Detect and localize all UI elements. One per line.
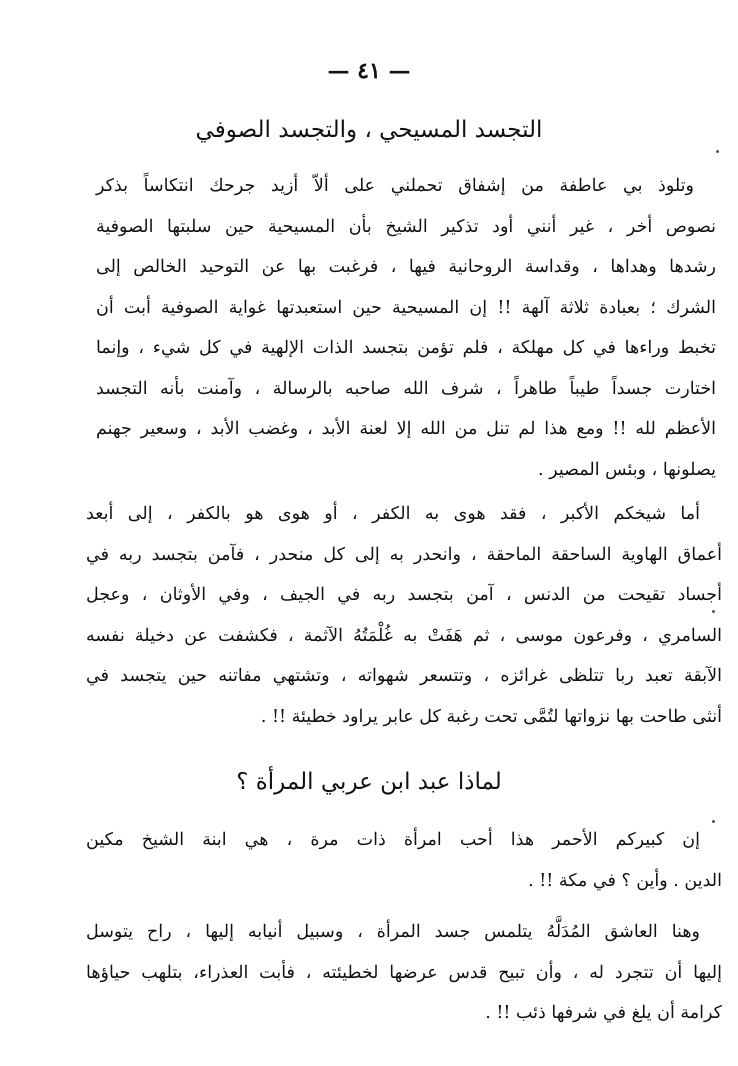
paragraph-line: يصلونها ، وبئس المصير .: [538, 459, 716, 480]
paragraph-4: [86, 912, 722, 1034]
scan-speck: [712, 820, 715, 823]
paragraph-line: وتلوذ بي عاطفة من إشفاق تحملني على ألاّ أزيد جرحك انتكاساً بذكر: [96, 176, 694, 196]
paragraph-line: كرامة أن يلغ في شرفها ذئب !! .: [485, 1003, 722, 1023]
paragraph-line: الشرك ؛ بعبادة ثلاثة آلهة !! إن المسيحية حين استعبدتها غواية الصوفية أبت أن: [96, 297, 716, 318]
section-heading-christian-sufi-incarnation: التجسد المسيحي ، والتجسد الصوفي: [195, 117, 543, 143]
paragraph-line: اختارت جسداً طيباً طاهراً ، شرف الله صاحبه بالرسالة ، وآمنت بأنه التجسد: [96, 378, 716, 399]
paragraph-line: أجساد تقيحت من الدنس ، آمن بتجسد ربه في الجيف ، وفي الأوثان ، وعجل: [86, 585, 722, 605]
paragraph-1: [96, 166, 716, 490]
paragraph-line: أعماق الهاوية الساحقة الماحقة ، وانحدر به إلى كل منحدر ، فآمن بتجسد ربه في: [86, 544, 722, 565]
paragraph-line: السامري ، وفرعون موسى ، ثم هَفَتْ به غُلْمَتُهُ الآثمة ، فكشفت عن دخيلة نفسه: [86, 625, 722, 646]
paragraph-line: الآبقة تعبد ربا تتلظى غرائزه ، وتتسعر شهواته ، وتشتهي مفاتنه حين يتجسد في: [86, 666, 722, 686]
paragraph-line: الدين . وأين ؟ في مكة !! .: [528, 870, 722, 891]
paragraph-line: إن كبيركم الأحمر هذا أحب امرأة ذات مرة ، هي ابنة الشيخ مكين: [86, 830, 700, 850]
paragraph-3: [86, 820, 722, 901]
paragraph-line: تخبط وراءها في كل مهلكة ، فلم تؤمن بتجسد الذات الإلهية في كل شيء ، وإنما: [96, 338, 716, 358]
paragraph-2: [86, 494, 722, 737]
paragraph-line: نصوص أخر ، غير أنني أود تذكير الشيخ بأن المسيحية حين سلبتها الصوفية: [96, 216, 716, 237]
paragraph-line: رشدها وهداها ، وقداسة الروحانية فيها ، فرغبت بها عن التوحيد الخالص إلى: [96, 257, 716, 277]
paragraph-line: وهنا العاشق المُدَلَّهُ يتلمس جسد المرأة ، وسبيل أنيابه إليها ، راح يتوسل: [86, 922, 700, 942]
paragraph-line: أما شيخكم الأكبر ، فقد هوى به الكفر ، أو هوى هو بالكفر ، إلى أبعد: [86, 504, 700, 524]
page-number: — ٤١ —: [327, 58, 411, 84]
scan-speck: [712, 610, 715, 613]
scan-speck: [716, 150, 719, 153]
paragraph-line: أنثى طاحت بها نزواتها لتُمَّى تحت رغبة كل عابر يراود خطيئة !! .: [260, 706, 722, 727]
section-heading-why-ibn-arabi: لماذا عبد ابن عربي المرأة ؟: [236, 769, 502, 795]
paragraph-line: الأعظم لله !! ومع هذا لم تنل من الله إلا لعنة الأبد ، وغضب الأبد ، وسعير جهنم: [96, 419, 716, 439]
paragraph-line: إليها أن تتجرد له ، وأن تبيح قدس عرضها لخطيئته ، فأبت العذراء، بتلهب حياؤها: [86, 962, 722, 983]
